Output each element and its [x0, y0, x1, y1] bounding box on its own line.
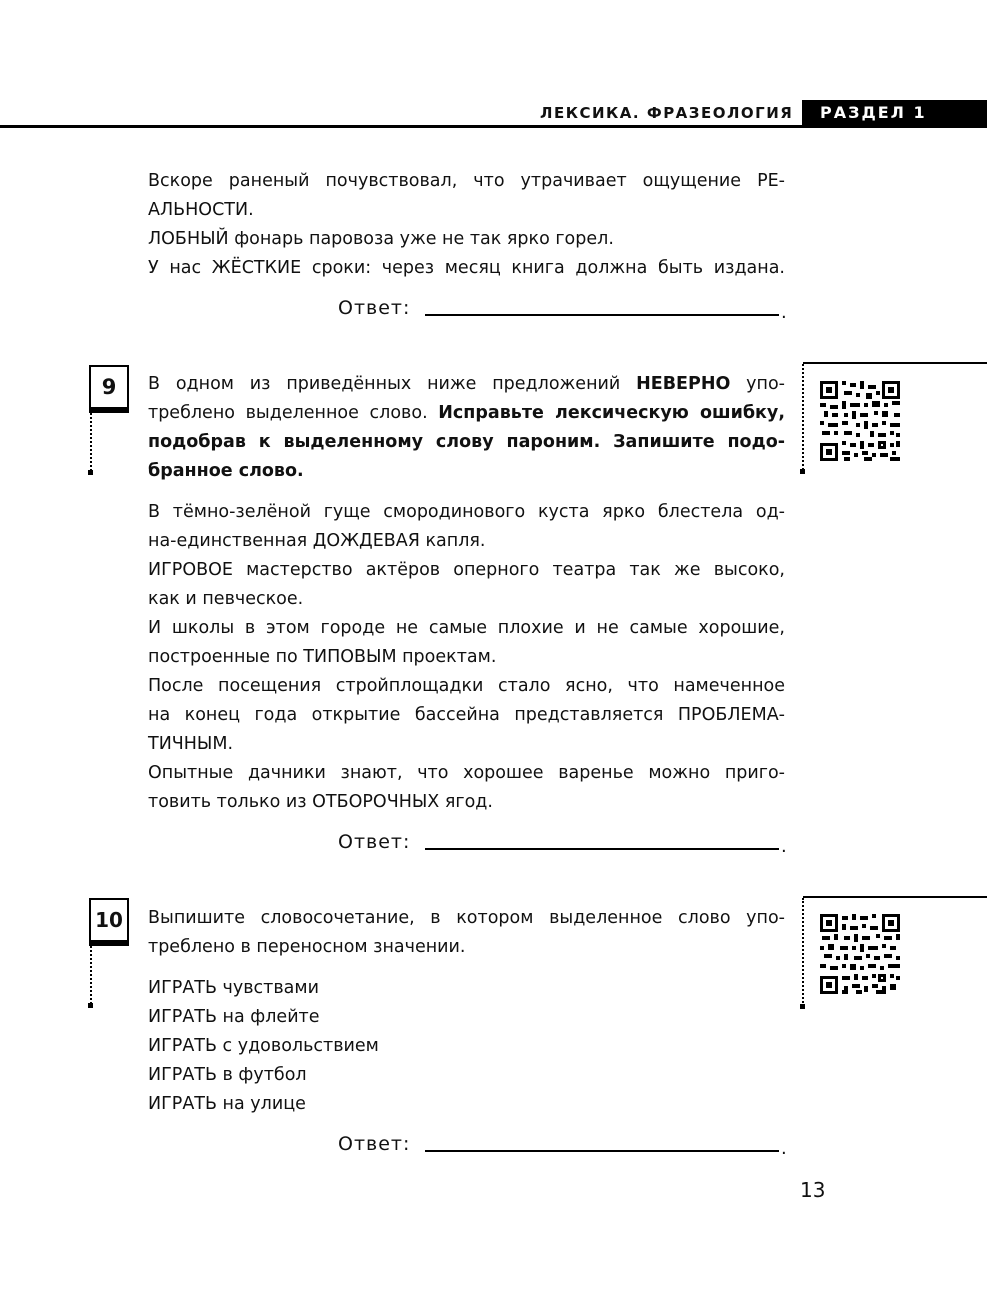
task10-instruction-line: треблено в переносном значении.: [148, 937, 466, 957]
task9-sentence-line: В тёмно-зелёной гуще смородинового куста ярко блестела од-: [148, 502, 785, 522]
task10-option: ИГРАТЬ в футбол: [148, 1065, 307, 1085]
answer-period: .: [781, 1138, 787, 1159]
task9-instruction-line: [148, 399, 785, 428]
text-segment: В одном из приведённых ниже предложений: [148, 374, 637, 394]
task9-instruction-line: [148, 370, 785, 399]
task10-option: ИГРАТЬ чувствами: [148, 978, 319, 998]
qr-dash-line: [802, 898, 804, 1006]
answer-period: .: [781, 836, 787, 857]
answer-field[interactable]: [425, 1150, 779, 1152]
answer-period: .: [781, 302, 787, 323]
section-title: ЛЕКСИКА. ФРАЗЕОЛОГИЯ: [540, 104, 794, 122]
prev-task-line: У нас ЖЁСТКИЕ сроки: через месяц книга должна быть издана.: [148, 258, 785, 278]
task-dash-line: [90, 946, 92, 1004]
task9-sentence-line: на конец года открытие бассейна представляется ПРОБЛЕМА-: [148, 705, 785, 725]
page-number: 13: [800, 1178, 826, 1202]
task9-sentence-line: ТИЧНЫМ.: [148, 734, 234, 754]
task-dash-end: [88, 1003, 93, 1008]
task-number-10: 10: [89, 898, 129, 946]
task9-sentence-line: После посещения стройплощадки стало ясно, что намеченное: [148, 676, 785, 696]
qr-dash-line: [802, 364, 804, 470]
answer-label: Ответ:: [338, 831, 411, 853]
task9-sentence-line: Опытные дачники знают, что хорошее варенье можно приго-: [148, 763, 785, 783]
task10-option: ИГРАТЬ на флейте: [148, 1007, 320, 1027]
answer-label: Ответ:: [338, 1133, 411, 1155]
task9-sentence-line: как и певческое.: [148, 589, 304, 609]
task10-option: ИГРАТЬ на улице: [148, 1094, 306, 1114]
qr-dash-end: [800, 1004, 805, 1009]
task10-instruction-line: Выпишите словосочетание, в котором выделенное слово упо-: [148, 908, 785, 928]
bold-word: НЕВЕРНО: [636, 374, 731, 394]
task9-sentence-line: на-единственная ДОЖДЕВАЯ капля.: [148, 531, 486, 551]
prev-task-line: АЛЬНОСТИ.: [148, 200, 254, 220]
task9-sentence-line: построенные по ТИПОВЫМ проектам.: [148, 647, 497, 667]
qr-top-rule: [803, 362, 987, 364]
qr-code-icon[interactable]: [820, 381, 900, 461]
task-dash-line: [90, 413, 92, 471]
bold-instruction: Исправьте лексическую ошибку,: [438, 403, 785, 423]
answer-field[interactable]: [425, 314, 779, 316]
qr-dash-end: [800, 469, 805, 474]
prev-task-line: Вскоре раненый почувствовал, что утрачивает ощущение РЕ-: [148, 171, 785, 191]
task9-sentence-line: товить только из ОТБОРОЧНЫХ ягод.: [148, 792, 493, 812]
section-badge: РАЗДЕЛ 1: [802, 100, 987, 126]
answer-field[interactable]: [425, 848, 779, 850]
prev-task-line: ЛОБНЫЙ фонарь паровоза уже не так ярко горел.: [148, 229, 614, 249]
task9-sentence-line: ИГРОВОЕ мастерство актёров оперного театра так же высоко,: [148, 560, 785, 580]
answer-label: Ответ:: [338, 297, 411, 319]
task-dash-end: [88, 470, 93, 475]
text-segment: упо-: [730, 374, 785, 394]
header-rule: [0, 125, 987, 128]
qr-top-rule: [803, 896, 987, 898]
task-number-9: 9: [89, 365, 129, 413]
task9-instruction-line: бранное слово.: [148, 461, 304, 481]
task9-sentence-line: И школы в этом городе не самые плохие и не самые хорошие,: [148, 618, 785, 638]
qr-code-icon[interactable]: [820, 914, 900, 994]
task9-instruction-line: подобрав к выделенному слову пароним. Запишите подо-: [148, 432, 785, 452]
text-segment: треблено выделенное слово.: [148, 403, 439, 423]
task10-option: ИГРАТЬ с удовольствием: [148, 1036, 379, 1056]
